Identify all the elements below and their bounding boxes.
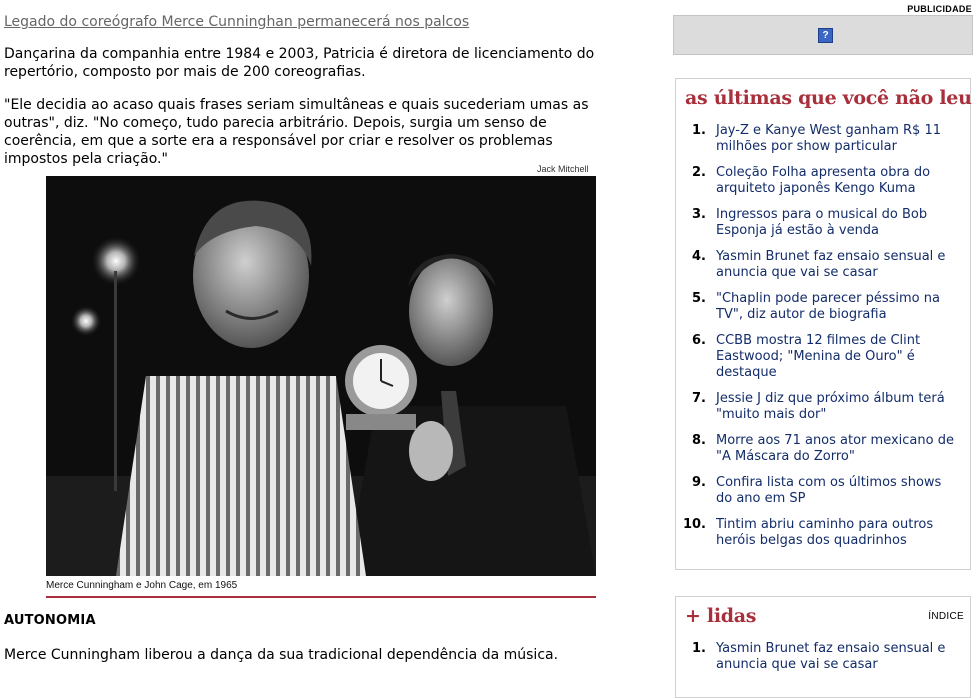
list-item: [676, 123, 970, 165]
most-read-list: [676, 641, 970, 683]
caption-divider: [46, 596, 596, 598]
section-subheading: AUTONOMIA: [4, 613, 96, 628]
article-paragraph: Merce Cunningham liberou a dança da sua tradicional dependência da música.: [4, 647, 559, 663]
latest-unread-box: [675, 78, 971, 570]
index-link[interactable]: ÍNDICE: [928, 611, 964, 622]
advertising-label: PUBLICIDADE: [907, 4, 972, 14]
headline-link[interactable]: Yasmin Brunet faz ensaio sensual e anuncia que vai se casar: [716, 641, 946, 672]
most-read-title: + lidas: [685, 605, 757, 627]
rank-number: 6.: [692, 333, 706, 348]
related-article-link[interactable]: Legado do coreógrafo Merce Cunninghan permanecerá nos palcos: [4, 14, 470, 30]
headline-link[interactable]: "Chaplin pode parecer péssimo na TV", diz autor de biografia: [716, 291, 940, 322]
headline-link[interactable]: Tintim abriu caminho para outros heróis belgas dos quadrinhos: [716, 517, 934, 548]
list-item: [676, 249, 970, 291]
rank-number: 10.: [682, 517, 706, 532]
rank-number: 1.: [692, 641, 706, 656]
list-item: [676, 517, 970, 559]
headline-link[interactable]: Jessie J diz que próximo álbum terá "muito mais dor": [716, 391, 945, 422]
article-paragraph: "Ele decidia ao acaso quais frases seriam simultâneas e quais sucederiam umas as outras", diz. "No começo, tudo parecia arbitrário. Depois, surgia um senso de coerência, em que a sorte era a responsável por criar e resolver os problemas impostos pela criação.": [4, 97, 589, 167]
rank-number: 7.: [692, 391, 706, 406]
headline-link[interactable]: Morre aos 71 anos ator mexicano de "A Máscara do Zorro": [716, 433, 954, 464]
rank-number: 8.: [692, 433, 706, 448]
photo-caption: Merce Cunningham e John Cage, em 1965: [46, 580, 238, 591]
rank-number: 4.: [692, 249, 706, 264]
headline-link[interactable]: Yasmin Brunet faz ensaio sensual e anuncia que vai se casar: [716, 249, 946, 280]
headline-link[interactable]: Confira lista com os últimos shows do ano em SP: [716, 475, 942, 506]
rank-number: 9.: [692, 475, 706, 490]
rank-number: 2.: [692, 165, 706, 180]
article-paragraph: Dançarina da companhia entre 1984 e 2003, Patricia é diretora de licenciamento do repertório, composto por mais de 200 coreografias.: [4, 46, 595, 80]
list-item: [676, 391, 970, 433]
ad-slot[interactable]: [673, 15, 973, 55]
headline-link[interactable]: Ingressos para o musical do Bob Esponja já estão à venda: [716, 207, 928, 238]
rank-number: 5.: [692, 291, 706, 306]
article-photo: [46, 176, 596, 576]
list-item: [676, 207, 970, 249]
photo-illustration: [46, 176, 596, 576]
list-item: [676, 165, 970, 207]
headline-link[interactable]: Jay-Z e Kanye West ganham R$ 11 milhões por show particular: [716, 123, 941, 154]
list-item: [676, 433, 970, 475]
list-item: [676, 641, 970, 683]
rank-number: 1.: [692, 123, 706, 138]
headline-link[interactable]: Coleção Folha apresenta obra do arquiteto japonês Kengo Kuma: [716, 165, 931, 196]
latest-unread-title: as últimas que você não leu: [685, 87, 972, 109]
list-item: [676, 475, 970, 517]
rank-number: 3.: [692, 207, 706, 222]
latest-unread-list: [676, 123, 970, 559]
broken-image-icon[interactable]: ?: [818, 28, 833, 43]
list-item: [676, 333, 970, 391]
most-read-box: [675, 596, 971, 698]
headline-link[interactable]: CCBB mostra 12 filmes de Clint Eastwood; "Menina de Ouro" é destaque: [716, 333, 921, 380]
photo-credit: Jack Mitchell: [537, 164, 589, 174]
list-item: [676, 291, 970, 333]
